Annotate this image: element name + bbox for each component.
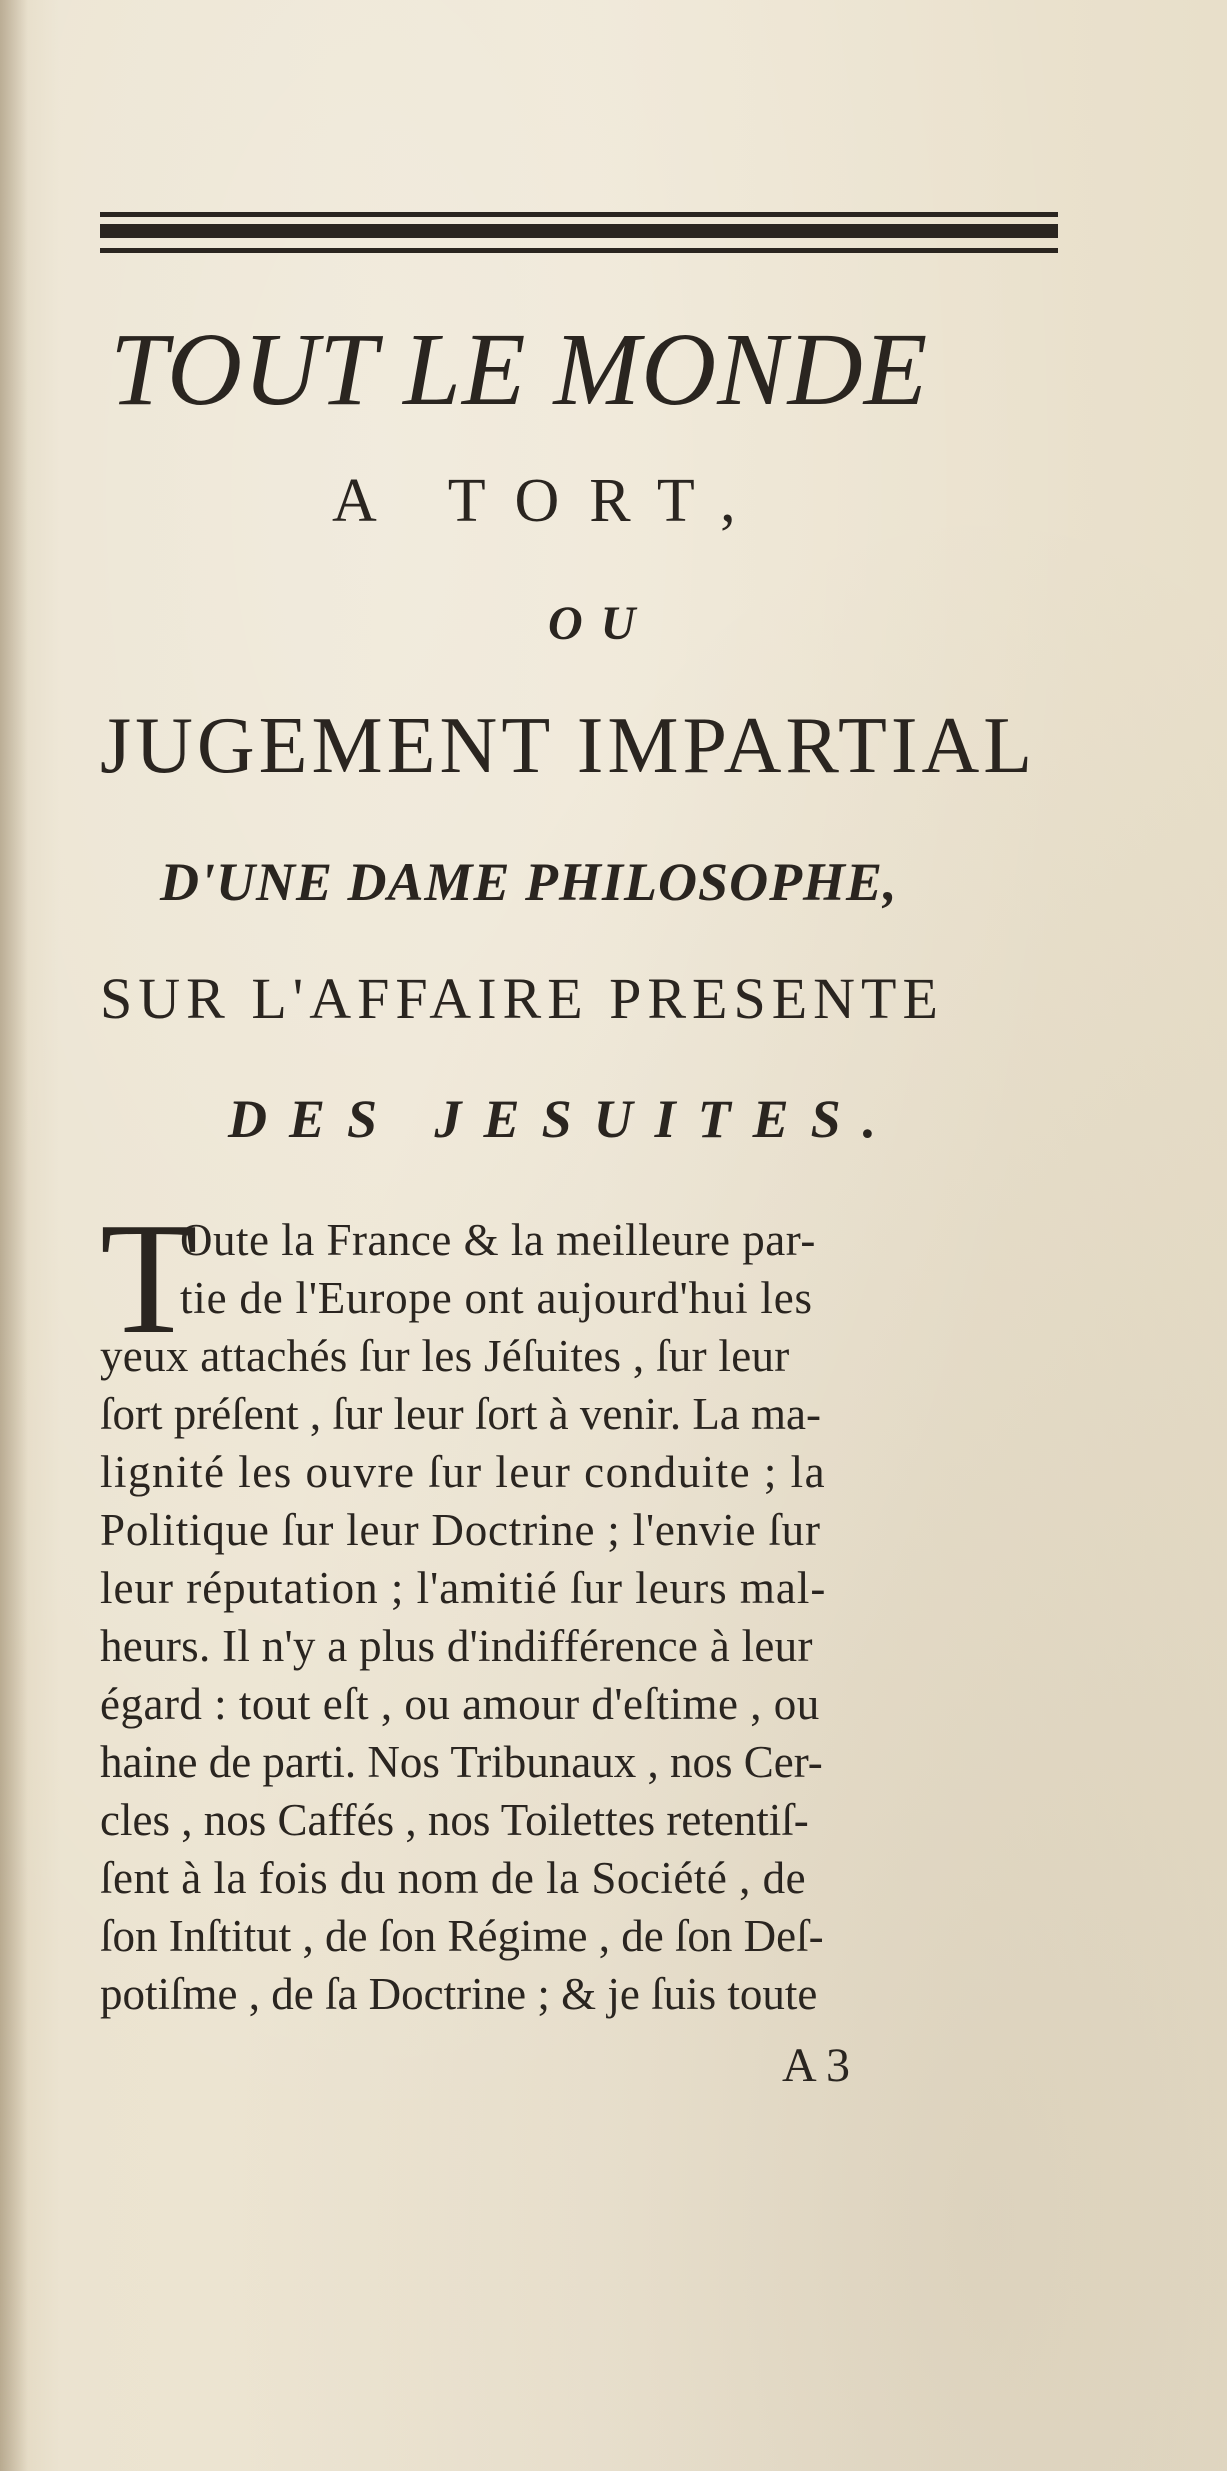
body-line: leur réputation ; l'amitié ſur leurs mal- (100, 1563, 827, 1613)
body-line: ſent à la fois du nom de la Société , de (100, 1853, 807, 1903)
body-line: heurs. Il n'y a plus d'indifférence à leur (100, 1621, 813, 1671)
rule-thin-top (100, 212, 1058, 217)
body-line: Politique ſur leur Doctrine ; l'envie ſur (100, 1505, 821, 1555)
body-line: potiſme , de ſa Doctrine ; & je ſuis toute (100, 1969, 818, 2019)
title-line-7: DES JESUITES. (228, 1089, 899, 1149)
spine-shadow (0, 0, 28, 2471)
catchword-signature: A 3 (782, 2039, 851, 2092)
title-line-1: TOUT LE MONDE (110, 312, 929, 427)
body-line: haine de parti. Nos Tribunaux , nos Cer- (100, 1737, 823, 1787)
body-line: ſort préſent , ſur leur ſort à venir. La ma- (100, 1389, 821, 1439)
body-line: ſon Inſtitut , de ſon Régime , de ſon Deſ- (100, 1911, 824, 1961)
body-line: lignité les ouvre ſur leur conduite ; la (100, 1447, 827, 1497)
body-line: égard : tout eſt , ou amour d'eſtime , ou (100, 1679, 820, 1729)
body-line: cles , nos Caffés , nos Toilettes retentiſ- (100, 1795, 809, 1845)
rule-thick (100, 224, 1058, 238)
title-line-5: D'UNE DAME PHILOSOPHE, (160, 852, 898, 912)
title-line-6: SUR L'AFFAIRE PRESENTE (100, 966, 944, 1031)
title-line-3: OU (548, 597, 654, 650)
body-line: yeux attachés ſur les Jéſuites , ſur leur (100, 1331, 790, 1381)
title-line-4: JUGEMENT IMPARTIAL (100, 702, 1037, 790)
title-line-2: A TORT, (332, 467, 766, 535)
drop-cap: T (100, 1189, 198, 1367)
header-ornament-rules (100, 212, 1058, 260)
body-line: Oute la France & la meilleure par- (180, 1215, 816, 1265)
body-line: tie de l'Europe ont aujourd'hui les (180, 1273, 813, 1323)
rule-thin-bottom (100, 248, 1058, 253)
